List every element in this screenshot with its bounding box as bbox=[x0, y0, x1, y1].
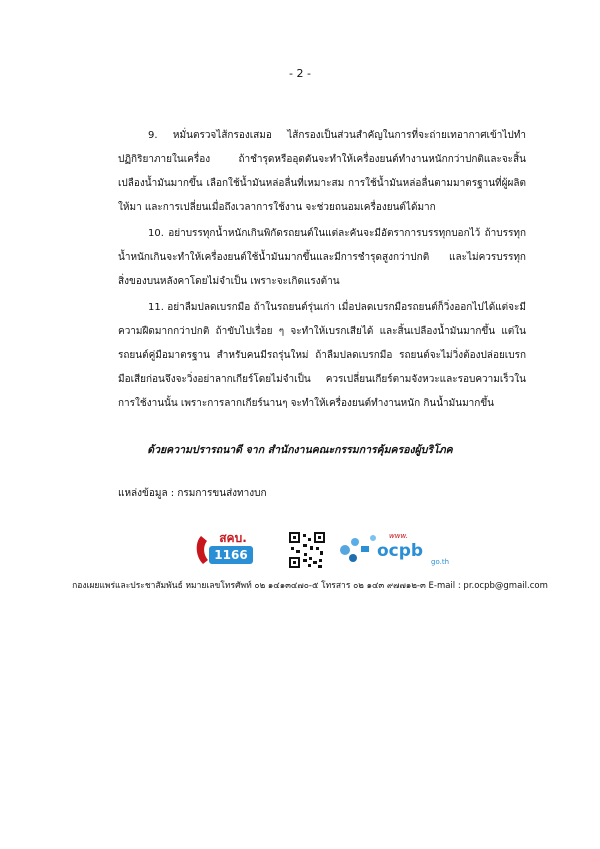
closing-line: ด้วยความปรารถนาดี จาก สำนักงานคณะกรรมการคุ้มครองผู้บริโภค bbox=[147, 444, 453, 456]
article-body bbox=[118, 124, 526, 418]
source-line: แหล่งข้อมูล : กรมการขนส่งทางบก bbox=[118, 488, 267, 499]
logo-strip bbox=[193, 526, 453, 574]
ocpb-website-logo bbox=[340, 532, 449, 566]
contact-footer: กองเผยแพร่และประชาสัมพันธ์ หมายเลขโทรศัพท์ ๐๒ ๑๔๑๓๔๗๐-๕ โทรสาร ๐๒ ๑๔๓ ๙๗๗๑๒-๓ E-mail : pr.ocpb@gmail.com bbox=[72, 581, 548, 591]
paragraph-9: 9. หมั่นตรวจไส้กรองเสมอ ไส้กรองเป็นส่วนสำคัญในการที่จะถ่ายเทอากาศเข้าไปทำปฏิกิริยาภายในเครื่อง ถ้าชำรุดหรืออุดตันจะทำให้เครื่องยนต์ทำงานหนักกว่าปกติและจะสิ้นเปลืองน้ำมันมากขึ้น เลือกใช้น้ำมันหล่อลื่นที่เหมาะสม การใช้น้ำมันหล่อลื่นตามมาตรฐานที่ผู้ผลิตให้มา และการเปลี่ยนเมื่อถึงเวลาการใช้งาน จะช่วยถนอมเครื่องยนต์ได้มาก bbox=[118, 130, 526, 213]
page-number: - 2 - bbox=[289, 67, 311, 80]
logo-strip-graphic bbox=[193, 526, 453, 574]
paragraph-11: 11. อย่าลืมปลดเบรกมือ ถ้าในรถยนต์รุ่นเก่า เมื่อปลดเบรกมือรถยนต์ก็วิ่งออกไปได้แต่จะมีความฝืดมากกว่าปกติ ถ้าขับไปเรื่อย ๆ จะทำให้เบรกเสียได้ และสิ้นเปลืองน้ำมันมากขึ้น แต่ในรถยนต์คู่มือมาตรฐาน สำหรับคนมีรถรุ่นใหม่ ถ้าลืมปลดเบรกมือ รถยนต์จะไม่วิ่งต้องปล่อยเบรกมือเสียก่อนจึงจะวิ่งอย่าลากเกียร์โดยไม่จำเป็น ควรเปลี่ยนเกียร์ตามจังหวะและรอบความเร็วในการใช้งานนั้น เพราะการลากเกียร์นานๆ จะทำให้เครื่องยนต์ทำงานหนัก กินน้ำมันมากขึ้น bbox=[118, 302, 526, 409]
agency-short-name: สคบ. bbox=[219, 531, 247, 545]
website-suffix: go.th bbox=[431, 558, 450, 566]
website-prefix: www. bbox=[389, 532, 408, 540]
qr-code-icon bbox=[289, 532, 325, 568]
paragraph-10: 10. อย่าบรรทุกน้ำหนักเกินพิกัดรถยนต์ในแต่ละคันจะมีอัตราการบรรทุกบอกไว้ ถ้าบรรทุกน้ำหนักเกินจะทำให้เครื่องยนต์ใช้น้ำมันมากขึ้นและมีการชำรุดสูงกว่าปกติ และไม่ควรบรรทุกสิ่งของบนหลังคาโดยไม่จำเป็น เพราะจะเกิดแรงต้าน bbox=[118, 228, 526, 287]
ocpb-hotline-logo bbox=[197, 531, 253, 564]
hotline-number: 1166 bbox=[214, 548, 248, 562]
website-name: ocpb bbox=[377, 541, 424, 561]
